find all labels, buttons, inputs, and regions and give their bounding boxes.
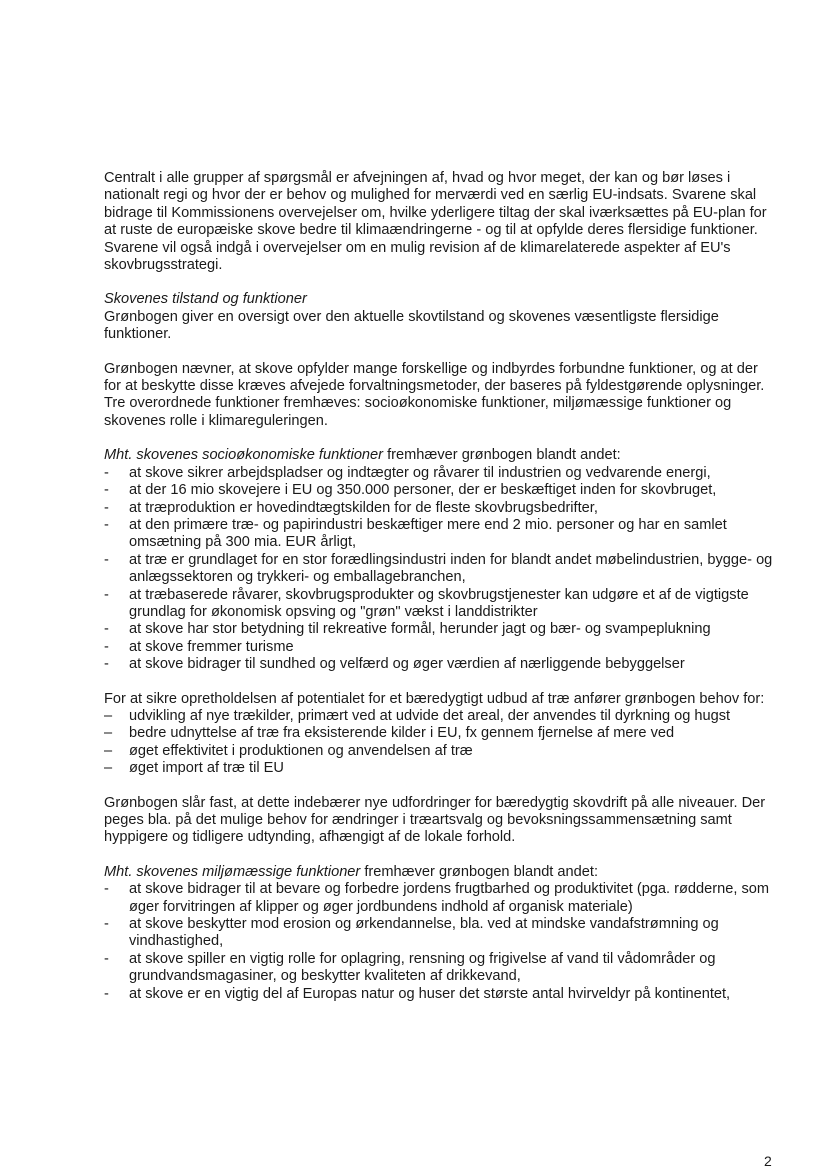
list-item-text: at skove har stor betydning til rekreative formål, herunder jagt og bær- og svampeplukning [129,621,711,638]
list-item-text: at træbaserede råvarer, skovbrugsprodukter og skovbrugstjenester kan udgøre et af de vigtigste grundlag for økonomisk opsving og "grøn" vækst i landdistrikter [129,586,749,620]
supply-lead: For at sikre opretholdelsen af potentialet for et bæredygtigt udbud af træ anfører grønbogen behov for: [104,690,765,707]
supply-list-item [104,725,776,742]
socio-lead-emphasis: Mht. skovenes socioøkonomiske funktioner [104,447,384,464]
socio-lead-rest: fremhæver grønbogen blandt andet: [383,447,621,464]
socio-list-item [104,500,776,517]
socio-list-item [104,465,776,482]
spacer [104,344,776,361]
list-item-text: at træ er grundlaget for en stor forædlingsindustri inden for blandt andet møbelindustrien, bygge- og anlægssektoren og trykkeri- og emballagebranchen, [129,551,773,586]
bullet-marker: - [104,950,109,967]
socio-list-item [104,552,776,587]
env-list-item [104,881,776,916]
spacer [104,778,776,795]
bullet-marker: - [104,482,109,499]
bullet-marker: – [104,742,113,759]
bullet-marker: - [104,551,109,568]
supply-list-item [104,760,776,777]
spacer [104,847,776,864]
socio-list-item [104,482,776,499]
list-item-text: at skove fremmer turisme [129,638,294,655]
list-item-text: øget import af træ til EU [129,760,284,777]
bullet-marker: - [104,638,109,655]
page-number: 2 [764,1153,772,1169]
env-lead [104,864,776,881]
bullet-marker: - [104,881,109,898]
supply-list-item [104,708,776,725]
list-item-text: at skove bidrager til sundhed og velfærd og øger værdien af nærliggende bebyggelser [129,656,685,673]
socio-list [104,465,776,674]
socio-list-item [104,517,776,552]
list-item-text: at træproduktion er hovedindtægtskilden for de fleste skovbrugsbedrifter, [129,499,598,516]
bullet-marker: – [104,707,113,724]
bullet-marker: – [104,725,113,742]
functions-paragraph: Grønbogen nævner, at skove opfylder mange forskellige og indbyrdes forbundne funktioner, og at der for at beskytte disse kræves afvejede forvaltningsmetoder, der baseres på fyldestgørende oplysninger. Tre overordnede funktioner fremhæves: socioøkonomiske funktioner, miljømæssige funktioner og skovenes rolle i klimareguleringen. [104,360,765,429]
bullet-marker: - [104,656,109,673]
list-item-text: bedre udnyttelse af træ fra eksisterende kilder i EU, fx gennem fjernelse af mere ved [129,725,675,742]
list-item-text: udvikling af nye trækilder, primært ved at udvide det areal, der anvendes til dyrkning og hugst [129,707,731,724]
env-lead-rest: fremhæver grønbogen blandt andet: [360,863,598,880]
list-item-text: at den primære træ- og papirindustri beskæftiger mere end 2 mio. personer og har en samlet omsætning på 300 mia. EUR årligt, [129,516,727,551]
socio-list-item [104,656,776,673]
document-body [104,170,776,1003]
env-lead-emphasis: Mht. skovenes miljømæssige funktioner [104,863,361,880]
spacer [104,430,776,447]
supply-list-item [104,743,776,760]
bullet-marker: - [104,916,109,933]
env-list [104,881,776,1003]
bullet-marker: - [104,621,109,638]
intro-paragraph: Centralt i alle grupper af spørgsmål er afvejningen af, hvad og hvor meget, der kan og bør løses i nationalt regi og hvor der er behov og mulighed for merværdi ved en særlig EU-indsats. Svarene skal bidrage til Kommissionens overvejelser om, hvilke yderligere tiltag der skal iværksættes på EU-plan for at ruste de europæiske skove bedre til klimaændringerne - og til at opfylde deres flersidige funktioner. Svarene vil også indgå i overvejelser om en mulig revision af de klimarelaterede aspekter af EU's skovbrugsstrategi. [104,170,767,274]
env-list-item [104,951,776,986]
env-list-item [104,986,776,1003]
socio-list-item [104,639,776,656]
bullet-marker: - [104,516,109,533]
list-item-text: at skove sikrer arbejdspladser og indtægter og råvarer til industrien og vedvarende energi, [129,464,711,481]
bullet-marker: - [104,985,109,1002]
list-item-text: at skove beskytter mod erosion og ørkendannelse, bla. ved at mindske vandafstrømning og vindhastighed, [129,916,719,950]
list-item-text: at der 16 mio skovejere i EU og 350.000 personer, der er beskæftiget inden for skovbruget, [129,482,717,499]
list-item-text: at skove bidrager til at bevare og forbedre jordens frugtbarhed og produktivitet (pga. rødderne, som øger forvitringen af klipper og øger jordbundens indhold af organisk materiale) [129,881,770,915]
bullet-marker: - [104,586,109,603]
socio-list-item [104,587,776,622]
bullet-marker: - [104,464,109,481]
spacer [104,274,776,291]
socio-lead [104,447,776,464]
challenges-paragraph: Grønbogen slår fast, at dette indebærer nye udfordringer for bæredygtig skovdrift på alle niveauer. Der peges bla. på det mulige behov for ændringer i træartsvalg og bevoksningssammensætning samt hyppigere og tidligere udtynding, afhængigt af de lokale forhold. [104,794,766,846]
bullet-marker: - [104,499,109,516]
socio-list-item [104,621,776,638]
bullet-marker: – [104,760,113,777]
list-item-text: øget effektivitet i produktionen og anvendelsen af træ [129,742,473,759]
spacer [104,674,776,691]
supply-list [104,708,776,778]
section-heading: Skovenes tilstand og funktioner [104,291,307,308]
list-item-text: at skove er en vigtig del af Europas natur og huser det største antal hvirveldyr på kontinentet, [129,985,731,1002]
env-list-item [104,916,776,951]
list-item-text: at skove spiller en vigtig rolle for oplagring, rensning og frigivelse af vand til vådområder og grundvandsmagasiner, og beskytter kvaliteten af drikkevand, [129,950,716,985]
section-paragraph: Grønbogen giver en oversigt over den aktuelle skovtilstand og skovenes væsentligste flersidige funktioner. [104,308,719,343]
